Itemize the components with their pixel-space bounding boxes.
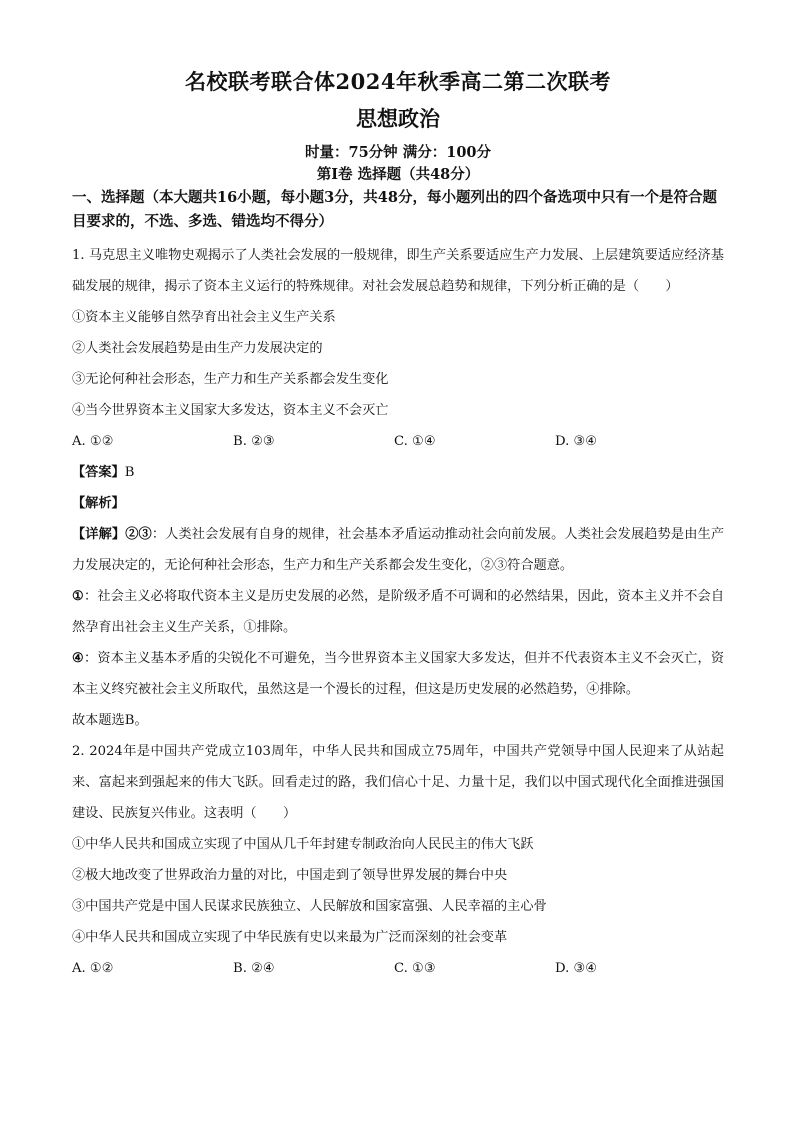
analysis-label: 【解析】 [72, 496, 125, 511]
answer-line [72, 457, 724, 488]
detail-text: ：人类社会发展有自身的规律，社会基本矛盾运动推动社会向前发展。人类社会发展趋势是由生产力发展决定的，无论何种社会形态，生产力和生产关系都会发生变化，②③符合题意。 [72, 527, 725, 573]
explanation-lead: ④ [72, 651, 84, 666]
question-item: ③无论何种社会形态，生产力和生产关系都会发生变化 [72, 372, 389, 387]
option-c: C. ①③ [394, 961, 436, 976]
part-title: 第Ⅰ卷 选择题（共48分） [316, 166, 480, 183]
option-b: B. ②③ [233, 434, 275, 449]
question-item: ④当今世界资本主义国家大多发达，资本主义不会灭亡 [72, 403, 389, 418]
analysis-line [72, 488, 724, 519]
question-item: ②人类社会发展趋势是由生产力发展决定的 [72, 341, 323, 356]
question-2 [72, 736, 724, 984]
question-item: ①中华人民共和国成立实现了中国从几千年封建专制政治向人民民主的伟大飞跃 [72, 837, 534, 852]
detail-lead: ②③ [125, 527, 152, 542]
option-a: A. ①② [72, 961, 114, 976]
question-stem: 1. 马克思主义唯物史观揭示了人类社会发展的一般规律，即生产关系要适应生产力发展、上层建筑要适应经济基础发展的规律，揭示了资本主义运行的特殊规律。对社会发展总趋势和规律，下列分析正确的是（ ） [72, 248, 724, 294]
explanation-text: ：资本主义基本矛盾的尖锐化不可避免，当今世界资本主义国家大多发达，但并不代表资本主义不会灭亡，资本主义终究被社会主义所取代，虽然这是一个漫长的过程，但这是历史发展的必然趋势，④排除。 [72, 651, 725, 697]
conclusion: 故本题选B。 [72, 713, 148, 728]
question-stem: 2. 2024年是中国共产党成立103周年，中华人民共和国成立75周年，中国共产党领导中国人民迎来了从站起来、富起来到强起来的伟大飞跃。回看走过的路，我们信心十足、力量十足，我们以中国式现代化全面推进强国建设、民族复兴伟业。这表明（ ） [72, 744, 724, 821]
option-c: C. ①④ [394, 434, 436, 449]
explanation-text: ：社会主义必将取代资本主义是历史发展的必然，是阶级矛盾不可调和的必然结果，因此，资本主义并不会自然孕育出社会主义生产关系，①排除。 [72, 589, 725, 635]
answer-options [72, 426, 724, 457]
subject-title: 思想政治 [356, 106, 440, 131]
explanation-paragraph [72, 581, 724, 643]
explanation-paragraph [72, 643, 724, 705]
option-a: A. ①② [72, 434, 114, 449]
question-1 [72, 240, 724, 736]
question-item: ②极大地改变了世界政治力量的对比，中国走到了领导世界发展的舞台中央 [72, 868, 508, 883]
explanation-lead: ① [72, 589, 84, 604]
exam-title: 名校联考联合体2024年秋季高二第二次联考 [185, 69, 611, 94]
detail-label: 【详解】 [72, 527, 126, 542]
question-item: ④中华人民共和国成立实现了中华民族有史以来最为广泛而深刻的社会变革 [72, 930, 508, 945]
option-b: B. ②④ [233, 961, 275, 976]
detail-paragraph [72, 519, 724, 581]
answer-value: B [124, 465, 135, 480]
option-d: D. ③④ [555, 961, 598, 976]
exam-page [72, 66, 724, 984]
question-item: ③中国共产党是中国人民谋求民族独立、人民解放和国家富强、人民幸福的主心骨 [72, 899, 547, 914]
answer-label: 【答案】 [72, 465, 125, 480]
answer-options [72, 953, 724, 984]
option-d: D. ③④ [555, 434, 598, 449]
section-heading: 一、选择题（本大题共16小题，每小题3分，共48分，每小题列出的四个备选项中只有一个是符合题目要求的，不选、多选、错选均不得分） [72, 189, 717, 230]
question-item: ①资本主义能够自然孕育出社会主义生产关系 [72, 310, 336, 325]
exam-meta: 时量：75分钟 满分：100分 [305, 144, 491, 161]
